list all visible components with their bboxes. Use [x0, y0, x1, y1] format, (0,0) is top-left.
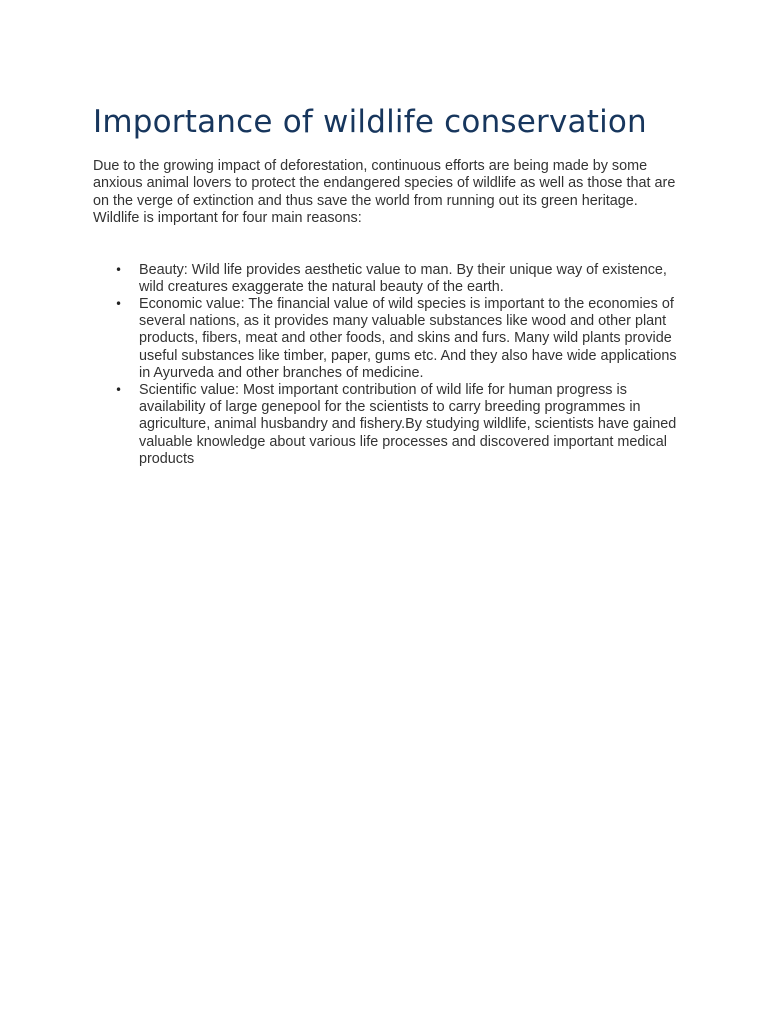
- bullet-icon: •: [115, 383, 123, 398]
- list-item: [93, 262, 683, 296]
- document-title: Importance of wildlife conservation: [93, 104, 647, 140]
- bullet-icon: •: [115, 297, 123, 312]
- bullet-icon: •: [115, 262, 123, 277]
- intro-paragraph: Due to the growing impact of deforestation, continuous efforts are being made by some anxious animal lovers to protect the endangered species of wildlife as well as those that are on the verge of extinction and thus save the world from running out its green heritage. Wildlife is important for four main reasons:: [93, 158, 676, 227]
- list-item: [93, 382, 683, 468]
- reasons-list: [93, 262, 683, 468]
- document-body: [93, 103, 683, 468]
- list-item-text: Scientific value: Most important contribution of wild life for human progress is availability of large genepool for the scientists to carry breeding programmes in agriculture, animal husbandry and fishery.By studying wildlife, scientists have gained valuable knowledge about various life processes and discovered important medical products: [139, 382, 677, 467]
- list-item-text: Economic value: The financial value of wild species is important to the economies of several nations, as it provides many valuable substances like wood and other plant products, fibers, meat and other foods, and skins and furs. Many wild plants provide useful substances like timber, paper, gums etc. And they also have wide applications in Ayurveda and other branches of medicine.: [139, 296, 677, 381]
- list-item: [93, 296, 683, 382]
- list-item-text: Beauty: Wild life provides aesthetic value to man. By their unique way of existence, wild creatures exaggerate the natural beauty of the earth.: [139, 261, 667, 295]
